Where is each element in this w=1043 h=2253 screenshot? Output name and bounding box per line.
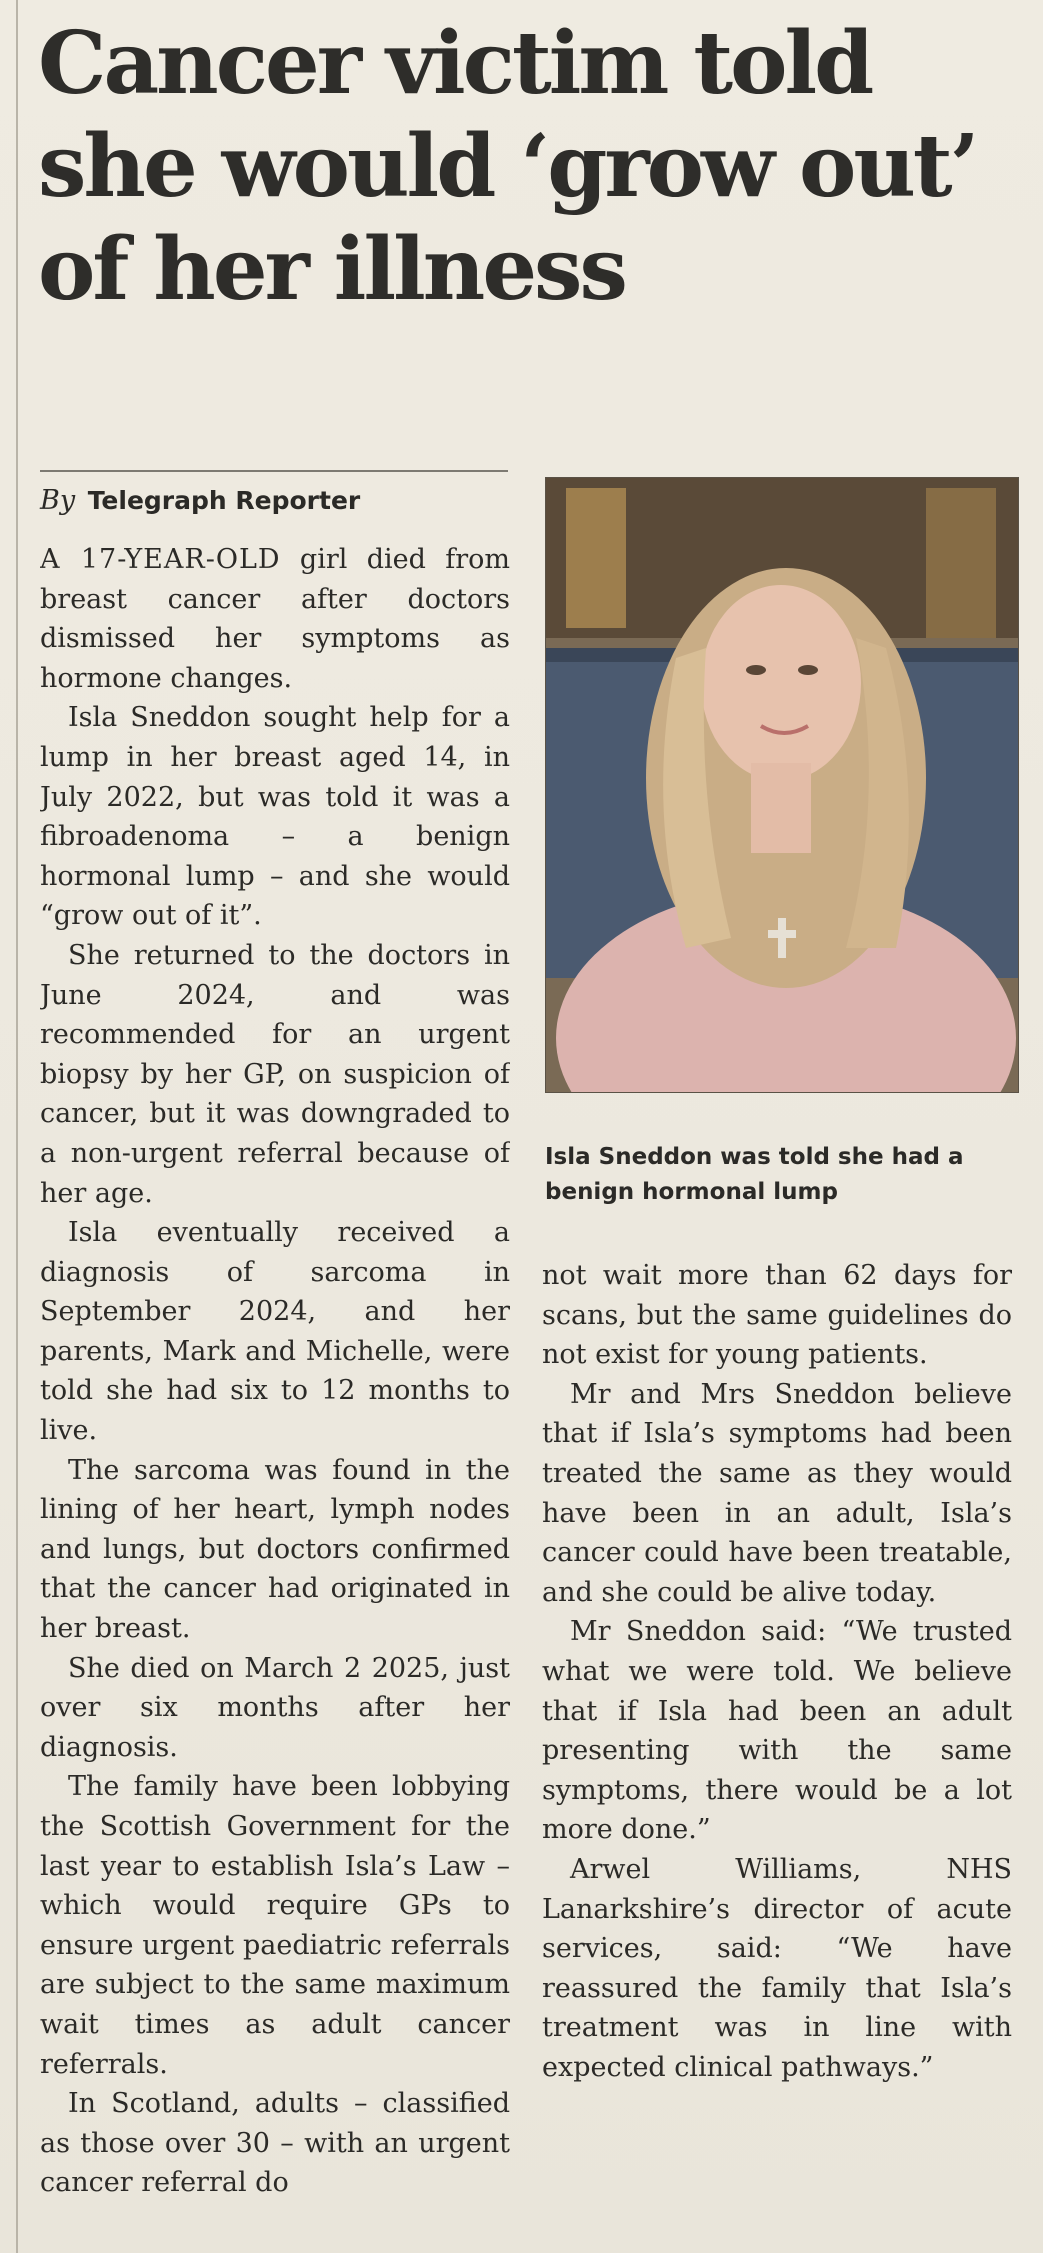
article-paragraph: Isla Sneddon sought help for a lump in her breast aged 14, in July 2022, but was told it was a fibroadenoma – a benign hormonal lump – and she would “grow out of it”.: [40, 702, 510, 932]
article-column-left: [40, 540, 510, 2250]
byline-name: Telegraph Reporter: [87, 486, 361, 515]
article-paragraph: Mr and Mrs Sneddon believe that if Isla’s symptoms had been treated the same as they would have been in an adult, Isla’s cancer could have been treatable, and she could be alive today.: [542, 1378, 1012, 1608]
article-photo: [545, 477, 1019, 1093]
article-paragraph: She returned to the doctors in June 2024, and was recommended for an urgent biopsy by her GP, on suspicion of cancer, but it was downgraded to a non-urgent referral because of her age.: [40, 939, 510, 1209]
portrait-illustration: [546, 478, 1018, 1092]
byline: [40, 482, 508, 520]
article-paragraph: Isla eventually received a diagnosis of sarcoma in September 2024, and her parents, Mark and Michelle, were told she had six to 12 months to live.: [40, 1217, 510, 1447]
article-paragraph: Arwel Williams, NHS Lanarkshire’s director of acute services, said: “We have reassured the family that Isla’s treatment was in line with expected clinical pathways.”: [542, 1853, 1012, 2083]
article-paragraph: Mr Sneddon said: “We trusted what we were told. We believe that if Isla had been an adult presenting with the same symptoms, there would be a lot more done.”: [542, 1616, 1012, 1846]
article-paragraph: [40, 540, 510, 698]
byline-rule: [40, 470, 508, 472]
lead-in: A 17-YEAR-OLD: [40, 544, 281, 575]
article-paragraph: The sarcoma was found in the lining of her heart, lymph nodes and lungs, but doctors confirmed that the cancer had originated in her breast.: [40, 1454, 510, 1645]
photo-caption: Isla Sneddon was told she had a benign hormonal lump: [545, 1144, 964, 1205]
column-divider: [16, 0, 18, 2253]
paragraph-text: girl died from breast cancer after doctors dismissed her symptoms as hormone changes.: [40, 544, 510, 694]
byline-prefix: By: [40, 485, 76, 516]
article-paragraph: The family have been lobbying the Scottish Government for the last year to establish Isla’s Law – which would require GPs to ensure urgent paediatric referrals are subject to the same maximum wait times as adult cancer referrals.: [40, 1771, 510, 2080]
article-column-right: [542, 1256, 1012, 2251]
headline: Cancer victim told she would ‘grow out’ of her illness: [38, 13, 977, 320]
article-paragraph: She died on March 2 2025, just over six months after her diagnosis.: [40, 1652, 510, 1763]
article-paragraph: not wait more than 62 days for scans, but the same guidelines do not exist for young patients.: [542, 1260, 1012, 1371]
article-paragraph: In Scotland, adults – classified as those over 30 – with an urgent cancer referral do: [40, 2088, 510, 2199]
